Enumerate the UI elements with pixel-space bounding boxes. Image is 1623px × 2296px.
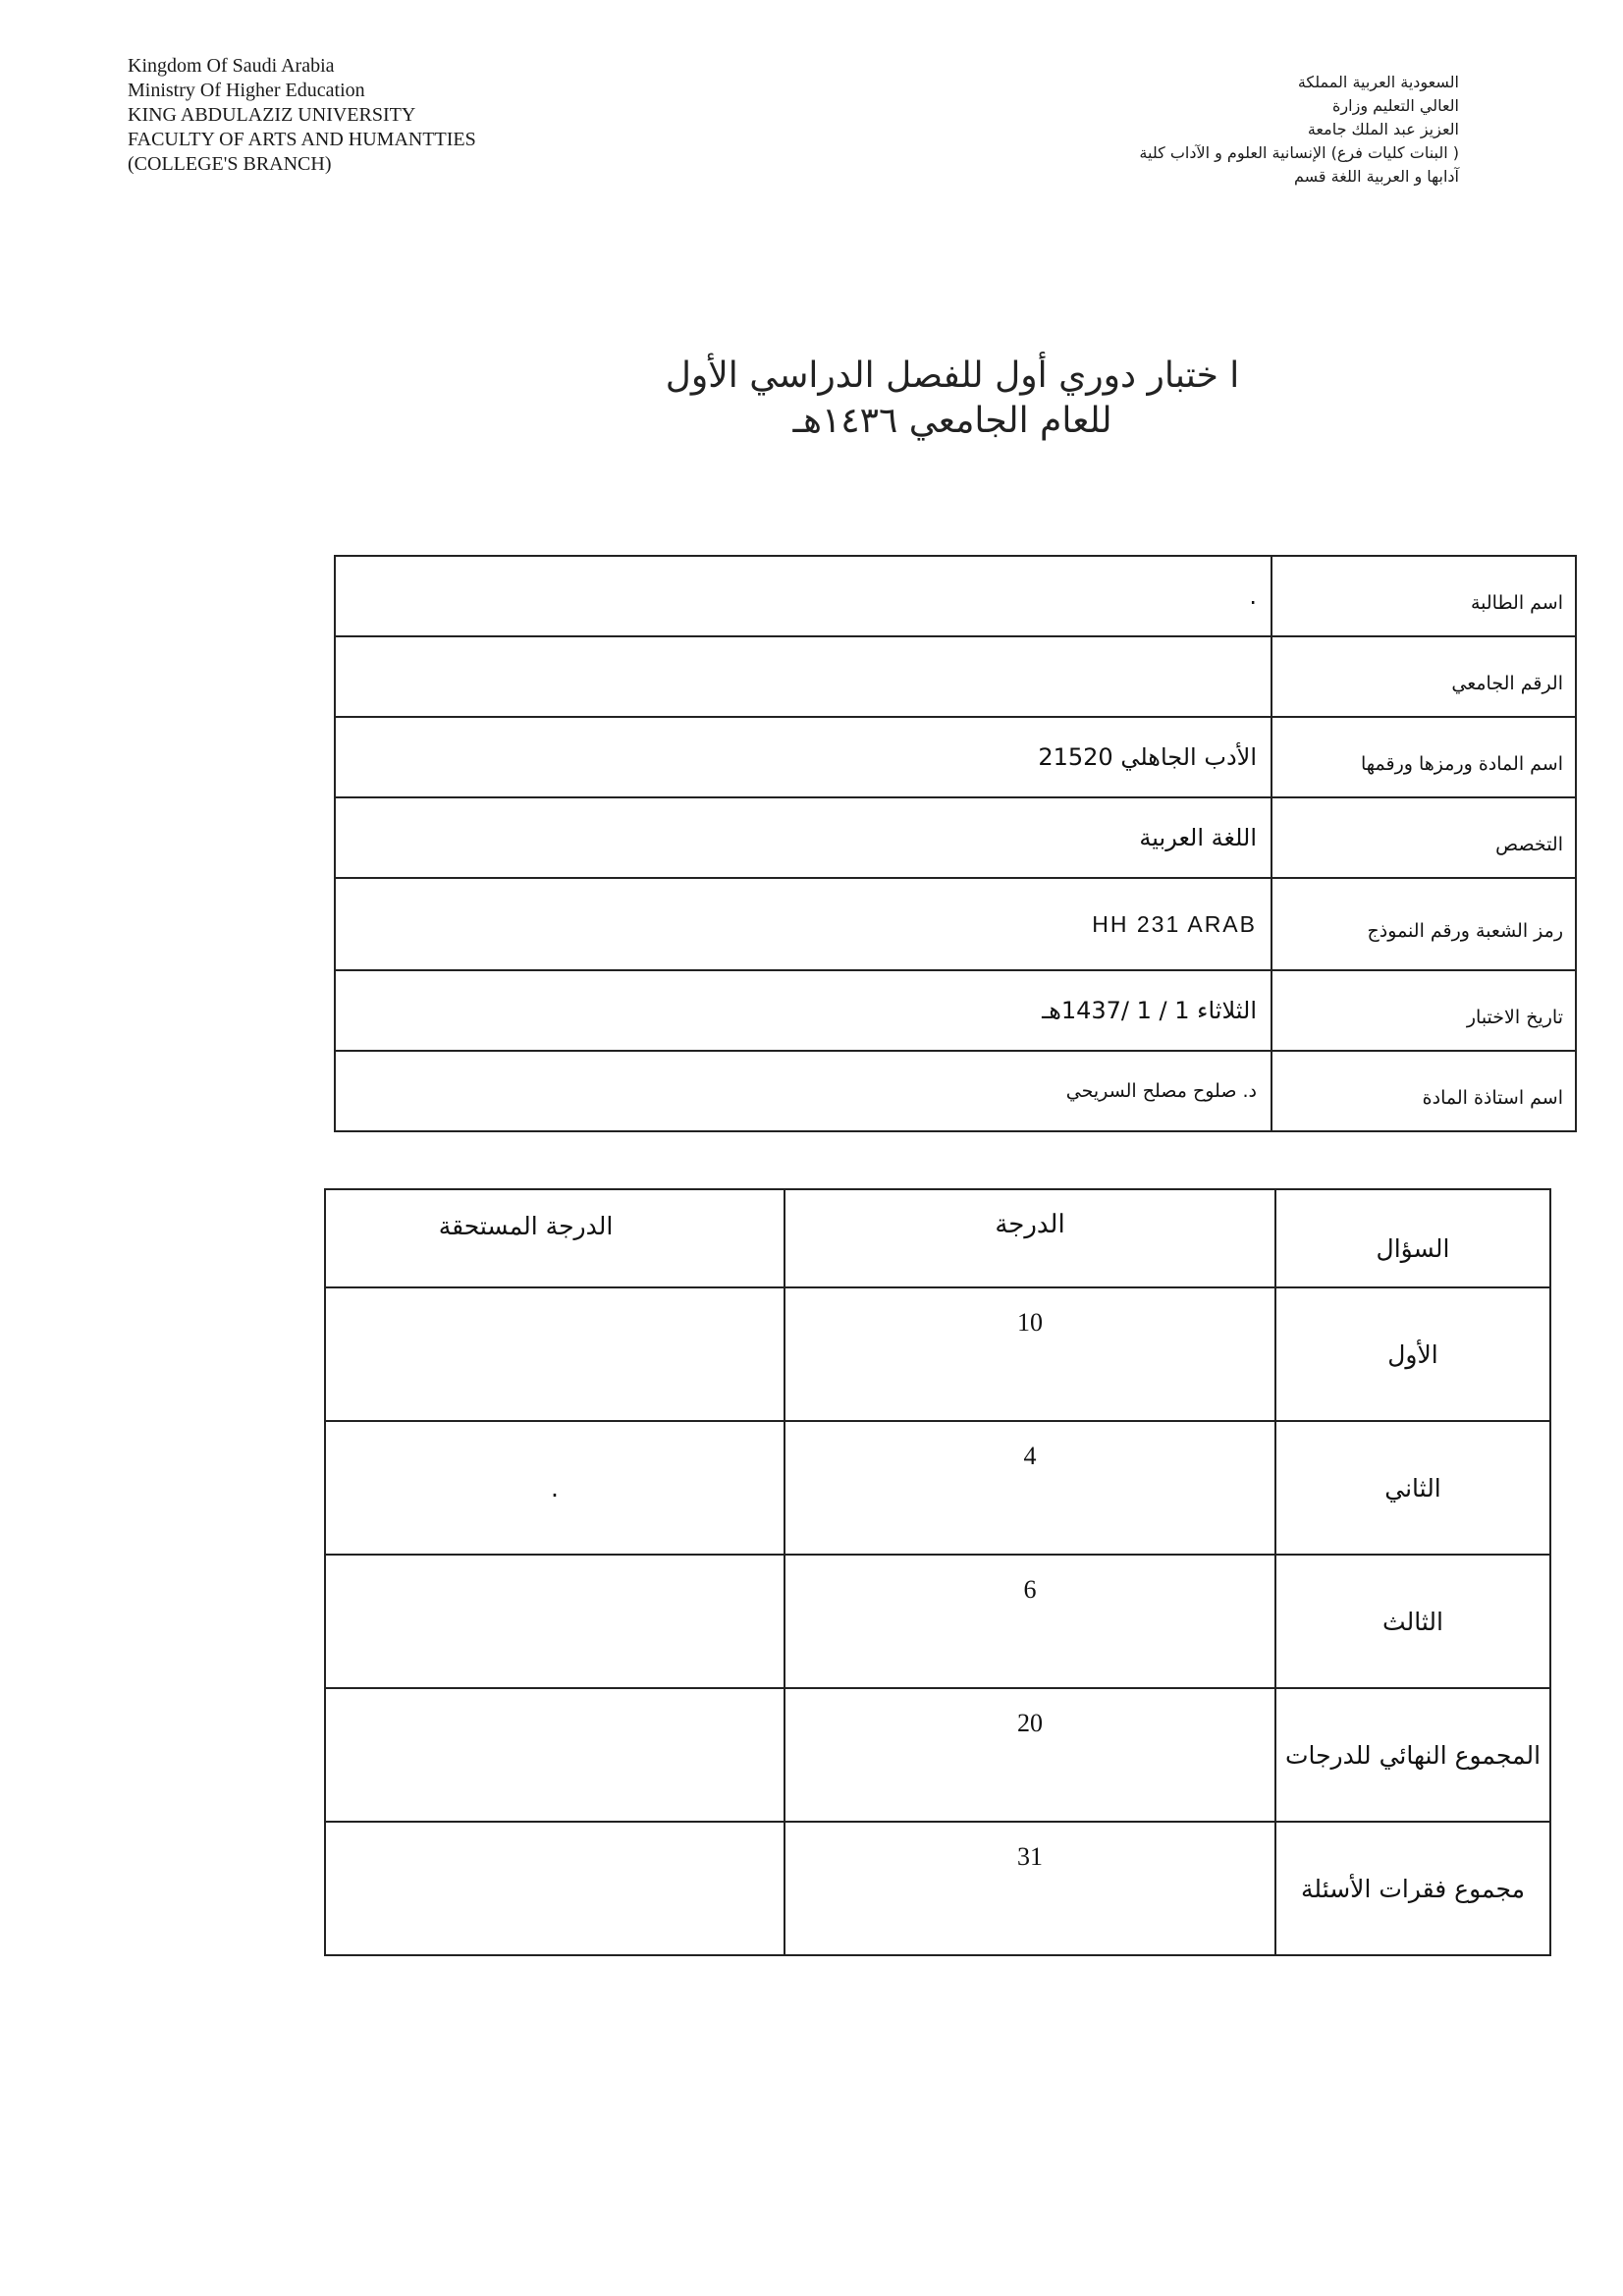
table-row xyxy=(325,1688,1550,1822)
info-value: . xyxy=(335,556,1271,636)
header-en-line3: KING ABDULAZIZ UNIVERSITY xyxy=(128,104,416,126)
info-value: HH 231 ARAB xyxy=(335,878,1271,970)
grade-cell: 10 xyxy=(784,1287,1275,1421)
header-ar-line1: السعودية العربية المملكة xyxy=(1297,73,1459,91)
header-grade: الدرجة xyxy=(784,1189,1275,1287)
grade-cell: 6 xyxy=(784,1555,1275,1688)
grades-header-row xyxy=(325,1189,1550,1287)
earned-cell: . xyxy=(325,1421,784,1555)
info-label: اسم استاذة المادة xyxy=(1271,1051,1576,1131)
header-earned: الدرجة المستحقة xyxy=(325,1189,784,1287)
info-value: د. صلوح مصلح السريحي xyxy=(335,1051,1271,1131)
table-row xyxy=(325,1822,1550,1955)
info-value: اللغة العربية xyxy=(335,797,1271,878)
grade-cell: 31 xyxy=(784,1822,1275,1955)
header-en-line2: Ministry Of Higher Education xyxy=(128,80,365,101)
header-ar-line2: العالي التعليم وزارة xyxy=(1332,96,1459,115)
table-row xyxy=(325,1287,1550,1421)
header-english xyxy=(128,54,638,177)
info-label: الرقم الجامعي xyxy=(1271,636,1576,717)
question-cell: الثالث xyxy=(1275,1555,1550,1688)
info-label: اسم الطالبة xyxy=(1271,556,1576,636)
header-question: السؤال xyxy=(1275,1189,1550,1287)
info-label: التخصص xyxy=(1271,797,1576,878)
exam-title-line1: ا ختبار دوري أول للفصل الدراسي الأول xyxy=(665,355,1240,396)
header-en-line4: FACULTY OF ARTS AND HUMANTTIES xyxy=(128,129,476,150)
info-row-course xyxy=(335,717,1576,797)
question-cell: مجموع فقرات الأسئلة xyxy=(1275,1822,1550,1955)
exam-title-line2: للعام الجامعي ١٤٣٦هـ xyxy=(792,401,1112,441)
header-arabic xyxy=(909,71,1459,189)
grade-cell: 20 xyxy=(784,1688,1275,1822)
table-row xyxy=(325,1555,1550,1688)
grades-table xyxy=(324,1188,1551,1956)
info-row-university-id xyxy=(335,636,1576,717)
question-cell: الأول xyxy=(1275,1287,1550,1421)
earned-cell xyxy=(325,1287,784,1421)
grade-cell: 4 xyxy=(784,1421,1275,1555)
exam-title xyxy=(628,354,1276,444)
header-ar-line4: ( البنات كليات فرع) الإنسانية العلوم و الآداب كلية xyxy=(1139,143,1459,162)
info-row-section-code xyxy=(335,878,1576,970)
info-value: الثلاثاء 1 / 1 /1437هـ xyxy=(335,970,1271,1051)
earned-cell xyxy=(325,1688,784,1822)
header-ar-line3: العزيز عبد الملك جامعة xyxy=(1307,120,1459,138)
earned-cell xyxy=(325,1822,784,1955)
info-label: اسم المادة ورمزها ورقمها xyxy=(1271,717,1576,797)
question-cell: المجموع النهائي للدرجات xyxy=(1275,1688,1550,1822)
table-row xyxy=(325,1421,1550,1555)
info-row-exam-date xyxy=(335,970,1576,1051)
info-value xyxy=(335,636,1271,717)
header-en-line5: (COLLEGE'S BRANCH) xyxy=(128,153,332,175)
question-cell: الثاني xyxy=(1275,1421,1550,1555)
info-value: الأدب الجاهلي 21520 xyxy=(335,717,1271,797)
info-label: تاريخ الاختبار xyxy=(1271,970,1576,1051)
info-row-major xyxy=(335,797,1576,878)
header-en-line1: Kingdom Of Saudi Arabia xyxy=(128,55,335,77)
info-row-student-name xyxy=(335,556,1576,636)
earned-cell xyxy=(325,1555,784,1688)
info-label: رمز الشعبة ورقم النموذج xyxy=(1271,878,1576,970)
info-row-instructor xyxy=(335,1051,1576,1131)
header-ar-line5: آدابها و العربية اللغة قسم xyxy=(1294,167,1459,186)
student-info-table xyxy=(334,555,1577,1132)
